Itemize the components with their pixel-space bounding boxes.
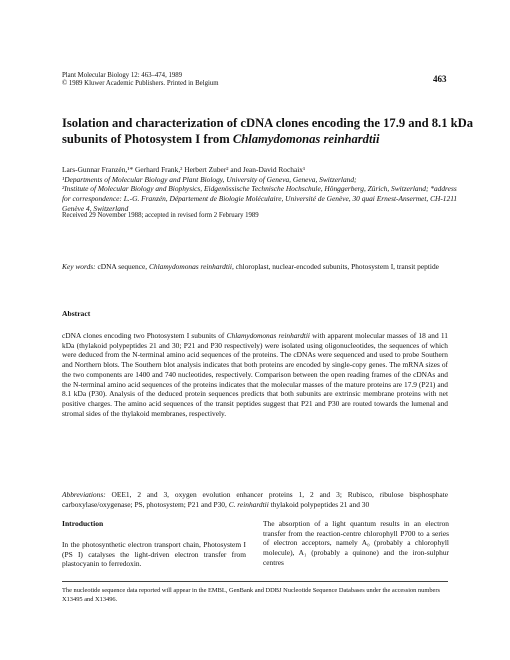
paper-title [62, 116, 482, 147]
abbreviations-label: Abbreviations: [62, 490, 106, 499]
journal-header [62, 72, 219, 89]
keywords-text-b: , chloroplast, nuclear-encoded subunits, Photosystem I, transit peptide [231, 262, 439, 271]
keywords [62, 262, 448, 272]
page-number: 463 [433, 74, 447, 84]
keywords-label: Key words: [62, 262, 96, 271]
abstract-body [62, 331, 448, 418]
abstract-part-a: cDNA clones encoding two Photosystem I subunits of [62, 331, 227, 340]
keywords-text-a: cDNA sequence, [95, 262, 149, 271]
abstract-part-b: with apparent molecular masses of 18 and 11 kDa (thylakoid polypeptides 21 and 30; P21 and P30 respectively) were isolated using oligonucleotides, the sequences of which were deduced from the N-terminal amino acid sequences of the proteins. The cDNAs were sequenced and used to probe Southern and Northern blots. The Southern blot analysis indicates that both proteins are encoded by single-copy genes. The mRNA sizes of the two components are 1400 and 740 nucleotides, respectively. Comparison between the open reading frames of the cDNAs and the N-terminal amino acid sequences of the proteins indicates that the molecular masses of the mature proteins are 17.9 (P21) and 8.1 kDa (P30). Analysis of the deduced protein sequences predicts that both subunits are extrinsic membrane proteins with net positive charges. The amino acid sequences of the transit peptides suggest that P21 and P30 are routed towards the lumenal and stromal sides of the thylakoid membranes, respectively. [62, 331, 449, 418]
abbreviations [62, 490, 448, 509]
abstract-organism: Chlamydomonas reinhardtii [226, 331, 310, 340]
received-dates: Received 29 November 1988; accepted in revised form 2 February 1989 [62, 212, 259, 219]
title-organism: Chlamydomonas reinhardtii [232, 131, 380, 146]
keywords-organism: Chlamydomonas reinhardtii [148, 262, 232, 271]
abbreviations-organism: C. reinhardtii [228, 499, 269, 509]
abbreviations-text-b: thylakoid polypeptides 21 and 30 [268, 499, 370, 509]
introduction-heading: Introduction [62, 519, 104, 528]
abstract-heading: Abstract [62, 309, 91, 318]
abbreviations-text-a: OEE1, 2 and 3, oxygen evolution enhancer proteins 1, 2 and 3; Rubisco, ribulose bisphosphate carboxylase/oxygenase; PS, photosystem; P21 and P30, [62, 490, 448, 509]
footnote-divider [62, 581, 448, 582]
affiliation-2: ²Institute of Molecular Biology and Biophysics, Eidgenössische Technische Hochschule, Hönggerberg, Zürich, Switzerland; *address for correspondence: L.-G. Franzén, Département de Biologie Moléculaire, Université de Genève, 30 quai Ernest-Ansermet, CH-1211 Genève 4, Switzerland [62, 184, 458, 213]
title-main: Isolation and characterization of cDNA clones encoding the 17.9 and 8.1 kDa subunits of Photosystem I from [62, 116, 474, 146]
affiliation-1: ¹Departments of Molecular Biology and Plant Biology, University of Geneva, Geneva, Switzerland; [62, 174, 357, 184]
introduction-column-1: In the photosynthetic electron transport chain, Photosystem I (PS I) catalyses the light-driven electron transfer from plastocyanin to ferredoxin. [62, 540, 246, 569]
author-names: Lars-Gunnar Franzén,¹* Gerhard Frank,² Herbert Zuber² and Jean-David Rochaix¹ [62, 165, 306, 174]
author-block [62, 165, 462, 214]
journal-citation: Plant Molecular Biology 12: 463–474, 1989 [62, 72, 183, 79]
introduction-column-2: The absorption of a light quantum results in an electron transfer from the reaction-centre chlorophyll P700 to a series of electron acceptors, namely A₀ (probably a chlorophyll molecule), A₁ (probably a quinone) and the iron-sulphur centres [263, 519, 449, 567]
copyright-line: © 1989 Kluwer Academic Publishers. Printed in Belgium [62, 80, 219, 88]
footnote: The nucleotide sequence data reported will appear in the EMBL, GenBank and DDBJ Nucleotide Sequence Databases under the accession numbers X13495 and X13496. [62, 587, 440, 603]
